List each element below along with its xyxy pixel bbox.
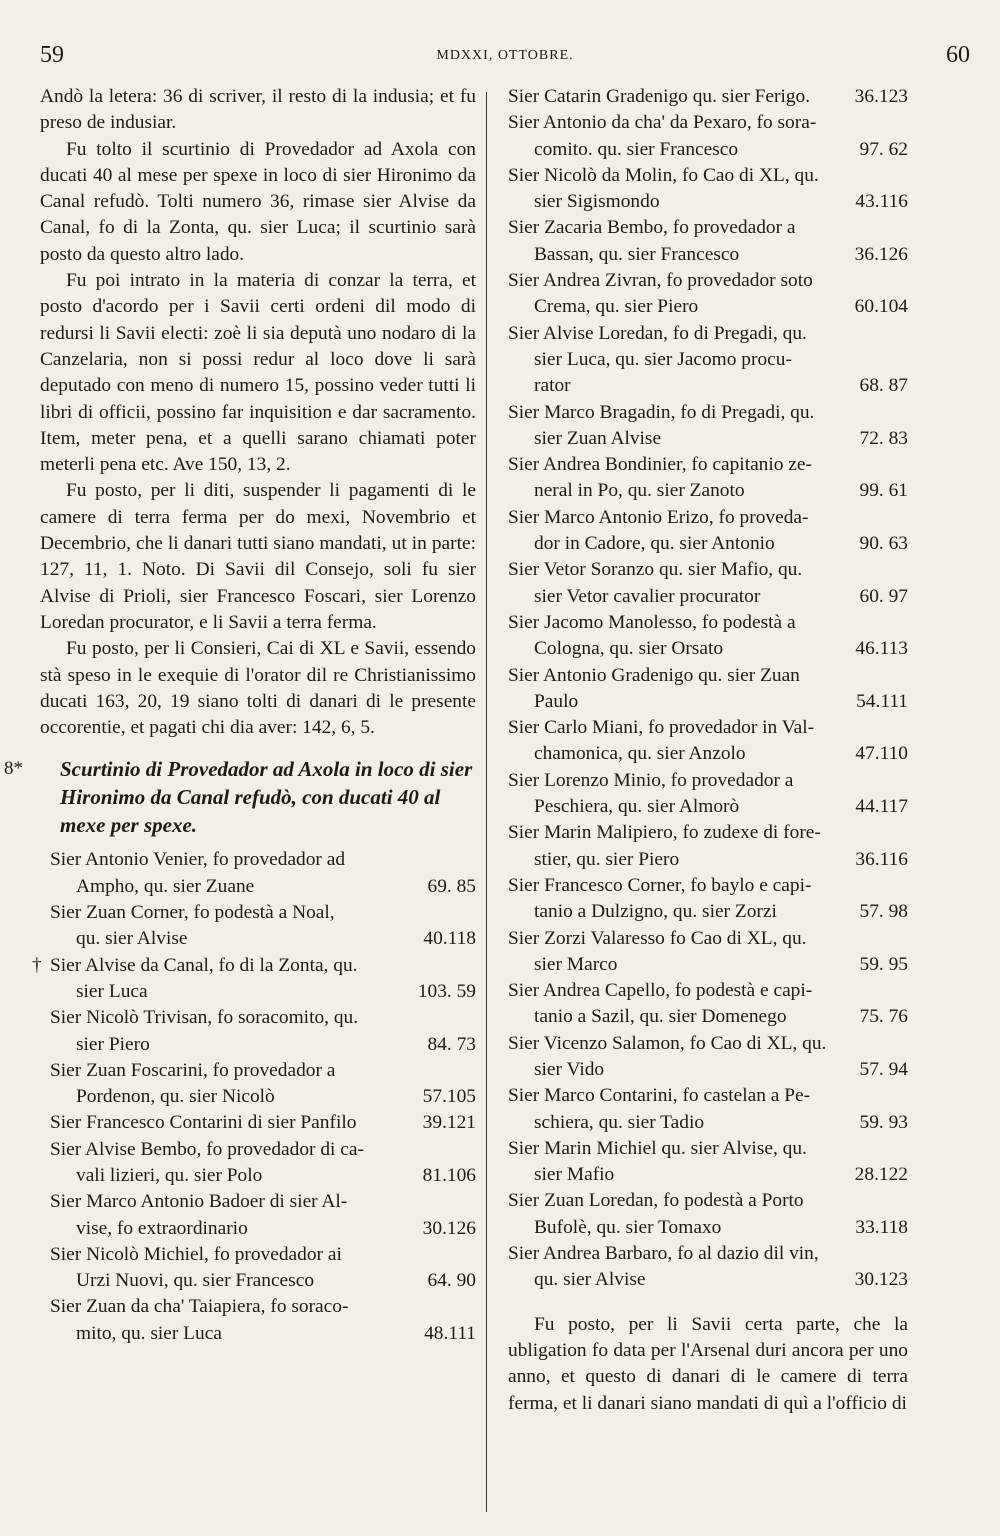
vote-count: 36.126 (854, 243, 908, 265)
candidate-name: Sier Vetor Soranzo qu. sier Mafio, qu. (508, 559, 803, 581)
candidate-entry (508, 926, 908, 979)
vote-count: 64. 90 (427, 1270, 476, 1292)
vote-count: 84. 73 (427, 1033, 476, 1055)
candidate-name: Sier Lorenzo Minio, fo provedador a (508, 769, 794, 791)
candidate-detail: sier Piero (76, 1033, 150, 1055)
candidate-entry (40, 1189, 476, 1242)
vote-count: 69. 85 (427, 875, 476, 897)
candidate-entry (508, 452, 908, 505)
vote-count: 72. 83 (859, 427, 908, 449)
vote-count: 46.113 (855, 638, 908, 660)
vote-count: 48.111 (424, 1322, 476, 1344)
candidate-entry (40, 1058, 476, 1111)
candidate-name: Sier Alvise da Canal, fo di la Zonta, qu. (50, 954, 358, 976)
vote-count: 44.117 (855, 796, 908, 818)
candidate-entry (508, 1188, 908, 1241)
candidate-name: Sier Andrea Barbaro, fo al dazio dil vin, (508, 1243, 819, 1265)
vote-count: 103. 59 (417, 980, 476, 1002)
candidate-entry (508, 110, 908, 163)
candidate-detail: tanio a Dulzigno, qu. sier Zorzi (534, 901, 777, 923)
candidate-detail: Paulo (534, 690, 579, 712)
vote-count: 57. 98 (859, 901, 908, 923)
candidate-entry (508, 1136, 908, 1189)
vote-count: 57. 94 (859, 1058, 908, 1080)
candidate-name: Sier Marin Malipiero, fo zudexe di fore- (508, 822, 821, 844)
candidate-name: Sier Francesco Contarini di sier Panfilo (50, 1112, 357, 1134)
candidate-entry (508, 505, 908, 558)
candidate-detail: sier Mafio (534, 1164, 615, 1186)
candidate-entry (508, 163, 908, 216)
candidate-entry (40, 900, 476, 953)
candidate-detail: sier Vido (534, 1058, 605, 1080)
candidate-name: Sier Catarin Gradenigo qu. sier Ferigo. (508, 86, 811, 107)
candidate-detail: qu. sier Alvise (76, 928, 188, 950)
page-number-left: 59 (40, 42, 64, 68)
running-title: MDXXI, OTTOBRE. (436, 48, 574, 63)
candidate-name: Sier Carlo Miani, fo provedador in Val- (508, 717, 815, 739)
candidate-detail: Bufolè, qu. sier Tomaxo (534, 1216, 722, 1238)
candidate-name: Sier Vicenzo Salamon, fo Cao di XL, qu. (508, 1032, 827, 1054)
paragraph: Andò la letera: 36 di scriver, il resto di la indusia; et fu preso de indusiar. (40, 86, 476, 134)
candidate-detail: dor in Cadore, qu. sier Antonio (534, 533, 775, 555)
candidate-list (32, 847, 476, 1347)
vote-count: 59. 95 (859, 953, 908, 975)
candidate-name: Sier Antonio Venier, fo provedador ad (50, 849, 346, 871)
candidate-entry (40, 1242, 476, 1295)
candidate-name: Sier Zuan Loredan, fo podestà a Porto (508, 1190, 804, 1212)
candidate-name: Sier Antonio da cha' da Pexaro, fo sora- (508, 112, 817, 134)
candidate-name: Sier Nicolò Trivisan, fo soracomito, qu. (50, 1007, 359, 1029)
vote-count: 57.105 (422, 1086, 476, 1108)
vote-count: 47.110 (855, 743, 908, 765)
paragraph: Fu posto, per li Savii certa parte, che la ubligation fo data per l'Arsenal duri ancora per uno anno, et questo di danari di le camere di terra ferma, et li danari siano mandati di quì a l'officio di (508, 1313, 908, 1414)
candidate-entry (508, 400, 908, 453)
candidate-detail: mito, qu. sier Luca (76, 1322, 222, 1344)
candidate-detail: vise, fo extraordinario (76, 1217, 248, 1239)
candidate-name: Sier Nicolò Michiel, fo provedador ai (50, 1243, 342, 1265)
candidate-entry (508, 268, 908, 321)
vote-count: 99. 61 (859, 480, 908, 502)
vote-count: 81.106 (422, 1164, 476, 1186)
vote-count: 60.104 (854, 296, 908, 318)
vote-count: 39.121 (422, 1112, 476, 1134)
vote-count: 36.123 (854, 86, 908, 107)
candidate-name: Sier Nicolò da Molin, fo Cao di XL, qu. (508, 164, 819, 186)
candidate-entry (508, 557, 908, 610)
candidate-detail: sier Luca (76, 980, 148, 1002)
vote-count: 36.116 (855, 848, 908, 870)
candidate-name: Sier Francesco Corner, fo baylo e capi- (508, 874, 812, 896)
candidate-entry (40, 1110, 476, 1136)
candidate-name: Sier Marco Antonio Erizo, fo proveda- (508, 506, 809, 528)
candidate-entry (40, 1137, 476, 1190)
vote-count: 30.126 (422, 1217, 476, 1239)
page-number-right: 60 (946, 42, 970, 68)
candidate-detail: qu. sier Alvise (534, 1269, 646, 1291)
scrutinio-title: Scurtinio di Provedador ad Axola in loco di sier Hironimo da Canal refudò, con ducati 40 al mexe per spexe. (60, 757, 473, 838)
candidate-detail: Pordenon, qu. sier Nicolò (76, 1086, 275, 1108)
candidate-name: Sier Zuan da cha' Taiapiera, fo soraco- (50, 1296, 349, 1318)
candidate-entry (40, 847, 476, 900)
candidate-detail: sier Vetor cavalier procurator (534, 585, 761, 607)
candidate-detail: tanio a Sazil, qu. sier Domenego (534, 1006, 787, 1028)
candidate-detail: chamonica, qu. sier Anzolo (534, 743, 746, 765)
candidate-list (508, 84, 908, 1294)
candidate-detail: rator (534, 375, 571, 397)
vote-count: 97. 62 (859, 138, 908, 160)
candidate-name: Sier Zorzi Valaresso fo Cao di XL, qu. (508, 927, 807, 949)
candidate-entry (508, 215, 908, 268)
paragraph: Fu posto, per li Consieri, Cai di XL e Savii, essendo stà speso in le exequie di l'orator dil re Christianissimo ducati 163, 20, 19 siano tolti di danari di le presente occorentie, et pagati chi dia aver: 142, 6, 5. (40, 638, 476, 739)
candidate-name: Sier Antonio Gradenigo qu. sier Zuan (508, 664, 800, 686)
vote-count: 30.123 (854, 1269, 908, 1291)
candidate-entry (508, 820, 908, 873)
candidate-detail: schiera, qu. sier Tadio (534, 1111, 705, 1133)
vote-count: 33.118 (855, 1216, 908, 1238)
paragraph: Fu posto, per li diti, suspender li pagamenti di le camere di terra ferma per do mexi, Novembrio et Decembrio, che li danari tutti siano mandati, ut in parte: 127, 11, 1. Noto. Di Savii dil Consejo, soli fu sier Alvise di Prioli, sier Francesco Foscari, sier Lorenzo Loredan procurator, e li Savii a terra ferma. (40, 480, 476, 633)
candidate-name: Sier Zuan Foscarini, fo provedador a (50, 1059, 336, 1081)
candidate-detail: Urzi Nuovi, qu. sier Francesco (76, 1270, 315, 1292)
candidate-name: Sier Zuan Corner, fo podestà a Noal, (50, 902, 335, 924)
candidate-name: Sier Andrea Capello, fo podestà e capi- (508, 980, 813, 1002)
candidate-entry (508, 610, 908, 663)
candidate-detail: Cologna, qu. sier Orsato (534, 638, 724, 660)
candidate-entry (508, 663, 908, 716)
paragraph: Fu tolto il scurtinio di Provedador ad Axola con ducati 40 al mese per spexe in loco di sier Hironimo da Canal refudò. Tolti numero 36, rimase sier Alvise da Canal, fo di la Zonta, qu. sier Luca; il scurtinio sarà posto da questo altro lado. (40, 138, 476, 265)
candidate-name: Sier Marco Contarini, fo castelan a Pe- (508, 1085, 811, 1107)
candidate-entry (508, 1031, 908, 1084)
candidate-entry (508, 873, 908, 926)
candidate-entry (508, 715, 908, 768)
candidate-name: Sier Alvise Bembo, fo provedador di ca- (50, 1138, 364, 1160)
vote-count: 40.118 (423, 928, 476, 950)
candidate-entry (508, 84, 908, 110)
candidate-entry (508, 978, 908, 1031)
vote-count: 60. 97 (859, 585, 908, 607)
candidate-name: Sier Marin Michiel qu. sier Alvise, qu. (508, 1137, 807, 1159)
candidate-entry (508, 321, 908, 400)
candidate-name: Sier Andrea Bondinier, fo capitanio ze- (508, 454, 812, 476)
running-header (40, 42, 970, 72)
candidate-detail: Bassan, qu. sier Francesco (534, 243, 740, 265)
vote-count: 90. 63 (859, 533, 908, 555)
candidate-detail: Ampho, qu. sier Zuane (76, 875, 255, 897)
candidate-entry (40, 1005, 476, 1058)
candidate-entry (508, 1083, 908, 1136)
candidate-entry (40, 1294, 476, 1347)
candidate-detail: Crema, qu. sier Piero (534, 296, 699, 318)
left-column (4, 84, 476, 1347)
candidate-detail: sier Luca, qu. sier Jacomo procu- (534, 348, 792, 370)
vote-count: 68. 87 (859, 375, 908, 397)
vote-count: 59. 93 (859, 1111, 908, 1133)
candidate-name: Sier Alvise Loredan, fo di Pregadi, qu. (508, 322, 807, 344)
vote-count: 75. 76 (859, 1006, 908, 1028)
vote-count: 43.116 (855, 191, 908, 213)
scrutinio-heading (4, 755, 476, 839)
candidate-entry (508, 768, 908, 821)
elected-mark: † (32, 954, 42, 976)
candidate-detail: neral in Po, qu. sier Zanoto (534, 480, 745, 502)
candidate-detail: sier Sigismondo (534, 191, 660, 213)
vote-count: 28.122 (854, 1164, 908, 1186)
candidate-name: Sier Marco Antonio Badoer di sier Al- (50, 1191, 348, 1213)
candidate-name: Sier Marco Bragadin, fo di Pregadi, qu. (508, 401, 815, 423)
candidate-name: Sier Zacaria Bembo, fo provedador a (508, 217, 796, 239)
candidate-detail: sier Zuan Alvise (534, 427, 662, 449)
candidate-entry (508, 1241, 908, 1294)
column-divider (486, 92, 487, 1512)
candidate-name: Sier Jacomo Manolesso, fo podestà a (508, 611, 796, 633)
candidate-detail: sier Marco (534, 953, 618, 975)
candidate-detail: vali lizieri, qu. sier Polo (76, 1164, 263, 1186)
paragraph: Fu poi intrato in la materia di conzar la terra, et posto d'acordo per i Savii certi ordeni dil modo di redursi li Savii electi: zoè li sia deputà uno nodaro di la Canzelaria, non si possi redur al loco dove li sarà deputado con meno di numero 15, possino veder tutti li libri di officii, possino far inquisition e dar sacramento. Item, meter pena, et a quelli sarano chiamati poter meterli pena etc. Ave 150, 13, 2. (40, 270, 476, 476)
candidate-name: Sier Andrea Zivran, fo provedador soto (508, 270, 813, 292)
margin-mark: 8* (4, 758, 23, 780)
vote-count: 54.111 (856, 690, 908, 712)
candidate-entry (32, 953, 476, 1006)
candidate-detail: comito. qu. sier Francesco (534, 138, 739, 160)
right-column (508, 84, 908, 1417)
candidate-detail: stier, qu. sier Piero (534, 848, 680, 870)
candidate-detail: Peschiera, qu. sier Almorò (534, 796, 740, 818)
